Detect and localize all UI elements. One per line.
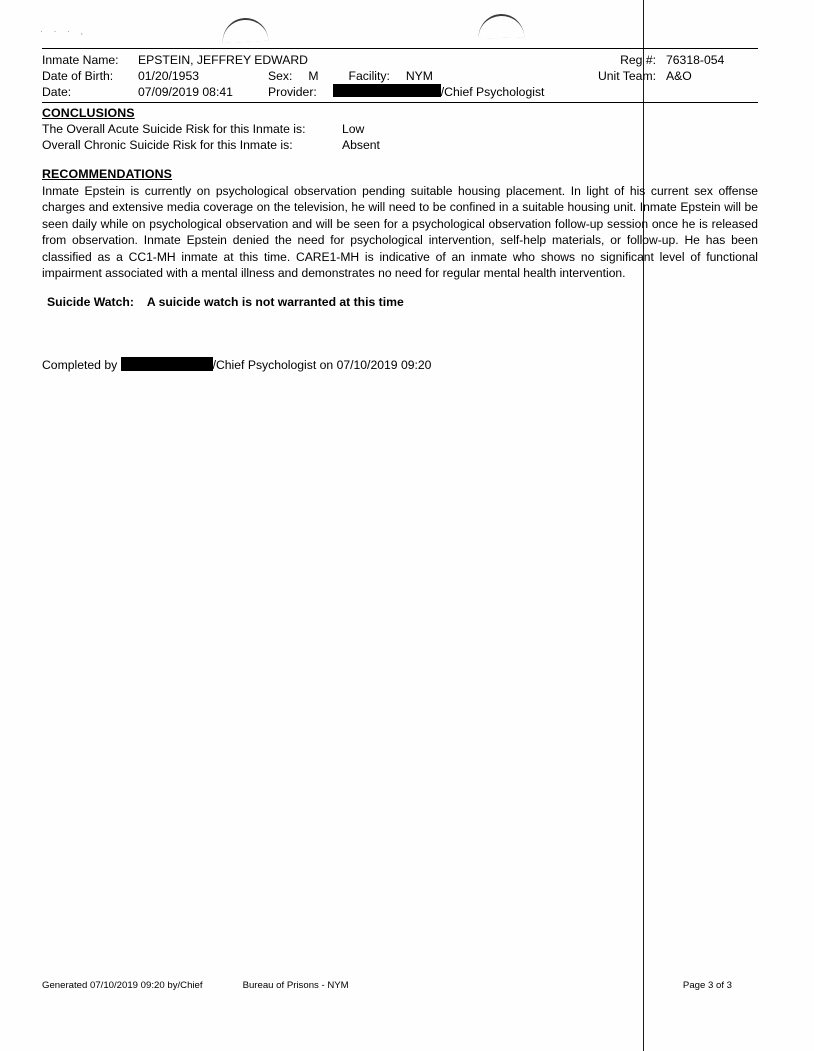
- chronic-risk-value: Absent: [342, 138, 380, 152]
- suicide-watch-label: Suicide Watch:: [47, 295, 134, 310]
- inmate-name-value: EPSTEIN, JEFFREY EDWARD: [138, 53, 308, 67]
- unit-team-label: Unit Team:: [597, 69, 656, 83]
- acute-risk-value: Low: [342, 122, 365, 136]
- footer-bureau: Bureau of Prisons - NYM: [242, 980, 349, 991]
- scan-artifact-arc: [478, 13, 525, 39]
- provider-redaction: [333, 84, 441, 97]
- reg-number-value: 76318-054: [666, 53, 725, 67]
- completed-by-line: [42, 333, 758, 373]
- scan-artifact-arc: [221, 17, 268, 43]
- suicide-watch-line: [42, 295, 758, 309]
- completed-by-suffix: /Chief Psychologist on 07/10/2019 09:20: [212, 358, 432, 373]
- chronic-risk-label: Overall Chronic Suicide Risk for this Inmate is:: [42, 138, 293, 152]
- sex-label: Sex:: [268, 69, 293, 83]
- facility-value: NYM: [405, 69, 433, 83]
- footer-generated-label: Generated 07/10/2019 09:20 by: [42, 980, 178, 991]
- conclusion-row: [42, 137, 758, 153]
- acute-risk-label: The Overall Acute Suicide Risk for this Inmate is:: [42, 122, 306, 136]
- facility-label: Facility:: [348, 69, 390, 83]
- suicide-watch-value: A suicide watch is not warranted at this time: [146, 295, 404, 310]
- conclusions-heading: CONCLUSIONS: [42, 106, 135, 120]
- completed-by-redaction: [121, 357, 213, 371]
- provider-label: Provider:: [268, 85, 317, 99]
- conclusion-row: [42, 121, 758, 137]
- reg-number-label: Reg #:: [620, 53, 656, 67]
- inmate-header-block: [42, 49, 758, 102]
- recommendations-heading: RECOMMENDATIONS: [42, 167, 172, 181]
- recommendations-body: [42, 183, 758, 281]
- footer-page-number: Page 3 of 3: [682, 980, 732, 991]
- provider-value: /Chief Psychologist: [440, 85, 545, 99]
- completed-by-label: Completed by: [42, 358, 118, 373]
- header-row-dob: [42, 68, 758, 84]
- date-of-birth-label: Date of Birth:: [42, 69, 114, 83]
- scan-artifact-marks: · · · ,: [40, 26, 87, 36]
- page-footer: [42, 980, 732, 991]
- date-label: Date:: [42, 85, 72, 99]
- date-of-birth-value: 01/20/1953: [138, 69, 199, 83]
- footer-generated-suffix: /Chief: [177, 980, 203, 991]
- header-row-name: [42, 52, 758, 68]
- inmate-name-label: Inmate Name:: [42, 53, 119, 67]
- recommendations-paragraph: Inmate Epstein is currently on psychological observation pending suitable housing placement. In light of his current sex offense charges and extensive media coverage on the television, he will need to be confined in a suitable housing unit. Inmate Epstein will be seen daily while on psychological observation and will be seen for a psychological observation follow-up session once he is released from observation. Inmate Epstein denied the need for psychological intervention, self-help materials, or follow-up. He has been classified as a CC1-MH inmate at this time. CARE1-MH is indicative of an inmate who shows no significant level of functional impairment associated with a mental illness and demonstrates no need for regular mental health intervention.: [42, 184, 758, 281]
- date-value: 07/09/2019 08:41: [138, 85, 233, 99]
- unit-team-value: A&O: [666, 69, 692, 83]
- header-bottom-rule: [42, 102, 758, 103]
- sex-value: M: [308, 69, 319, 83]
- document-body: [42, 48, 758, 373]
- header-row-date: [42, 84, 758, 100]
